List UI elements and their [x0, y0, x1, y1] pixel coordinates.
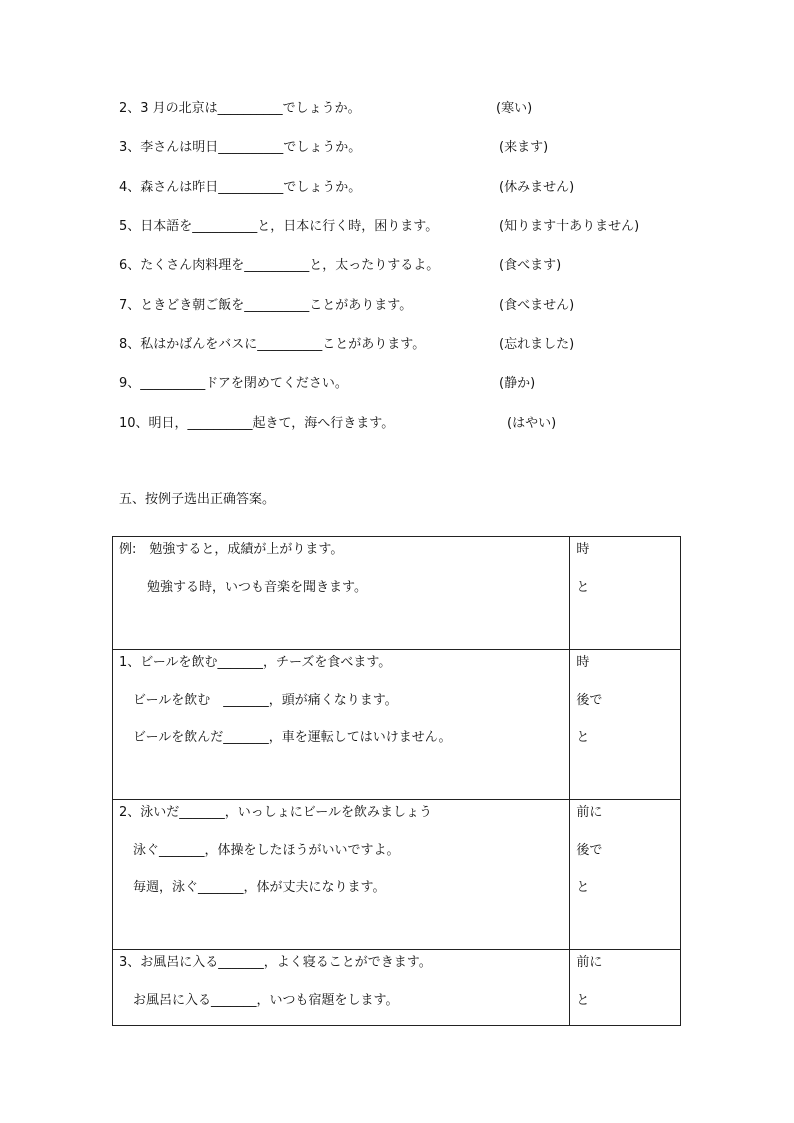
- option-text: と: [576, 880, 590, 895]
- table-row: [113, 800, 681, 950]
- sentence-line: ビールを飲んだ_______，車を運転してはいけません。: [133, 730, 452, 745]
- question-hint: (休みません): [499, 180, 575, 195]
- example-line: 例: 勉強すると，成績が上がります。: [119, 542, 344, 557]
- sentence-line: ビールを飲む _______，頭が痛くなります。: [133, 692, 398, 708]
- question-hint: (はやい): [507, 416, 557, 431]
- question-cell: [113, 800, 570, 950]
- question-text: 3、李さんは明日__________でしょうか。: [119, 140, 362, 155]
- question-hint: (来ます): [499, 140, 549, 155]
- question-cell: [113, 537, 570, 650]
- question-text: 4、森さんは昨日__________でしょうか。: [119, 180, 362, 195]
- question-hint: (知ります十ありません): [499, 219, 640, 234]
- option-text: 後で: [576, 692, 603, 708]
- options-cell: [570, 537, 681, 650]
- section-title: 五、按例子选出正确答案。: [119, 492, 276, 507]
- sentence-line: 3、お風呂に入る_______，よく寝ることができます。: [119, 955, 432, 970]
- option-text: 後で: [576, 842, 603, 858]
- question-item: [119, 256, 719, 276]
- sentence-line: 1、ビールを飲む_______，チーズを食べます。: [119, 655, 392, 670]
- question-hint: (食べません): [499, 298, 575, 313]
- option-text: 時: [576, 542, 590, 557]
- table-row: [113, 537, 681, 650]
- question-item: [119, 217, 719, 237]
- sentence-line: 泳ぐ_______，体操をしたほうがいいですよ。: [133, 842, 400, 858]
- sentence-line: お風呂に入る_______，いつも宿題をします。: [133, 992, 399, 1008]
- question-text: 8、私はかばんをバスに__________ことがあります。: [119, 337, 426, 352]
- question-cell: [113, 650, 570, 800]
- sentence-line: 毎週，泳ぐ_______，体が丈夫になります。: [133, 880, 386, 895]
- example-line: 勉強する時，いつも音楽を聞きます。: [147, 579, 367, 595]
- question-hint: (忘れました): [499, 337, 575, 352]
- exercise-table: [112, 536, 681, 1026]
- option-text: 時: [576, 655, 590, 670]
- question-item: [119, 99, 719, 119]
- table-row: [113, 950, 681, 1026]
- question-text: 5、日本語を__________と，日本に行く時，困ります。: [119, 219, 439, 234]
- options-cell: [570, 800, 681, 950]
- question-text: 2、3 月の北京は__________でしょうか。: [119, 101, 361, 116]
- question-hint: (静か): [499, 376, 536, 391]
- option-text: と: [576, 992, 590, 1008]
- question-item: [119, 335, 719, 355]
- question-text: 7、ときどき朝ご飯を__________ことがあります。: [119, 298, 413, 313]
- options-cell: [570, 950, 681, 1026]
- option-text: と: [576, 579, 590, 595]
- question-hint: (寒い): [496, 101, 533, 116]
- option-text: 前に: [576, 955, 603, 970]
- question-text: 10、明日，__________起きて，海へ行きます。: [119, 416, 395, 431]
- sentence-line: 2、泳いだ_______，いっしょにビールを飲みましょう: [119, 805, 432, 820]
- question-text: 6、たくさん肉料理を__________と，太ったりするよ。: [119, 258, 440, 273]
- question-item: [119, 414, 719, 434]
- table-row: [113, 650, 681, 800]
- options-cell: [570, 650, 681, 800]
- question-item: [119, 374, 719, 394]
- option-text: 前に: [576, 805, 603, 820]
- question-item: [119, 178, 719, 198]
- question-text: 9、__________ドアを閉めてください。: [119, 376, 348, 391]
- question-cell: [113, 950, 570, 1026]
- option-text: と: [576, 730, 590, 745]
- question-item: [119, 296, 719, 316]
- question-item: [119, 138, 719, 158]
- question-hint: (食べます): [499, 258, 562, 273]
